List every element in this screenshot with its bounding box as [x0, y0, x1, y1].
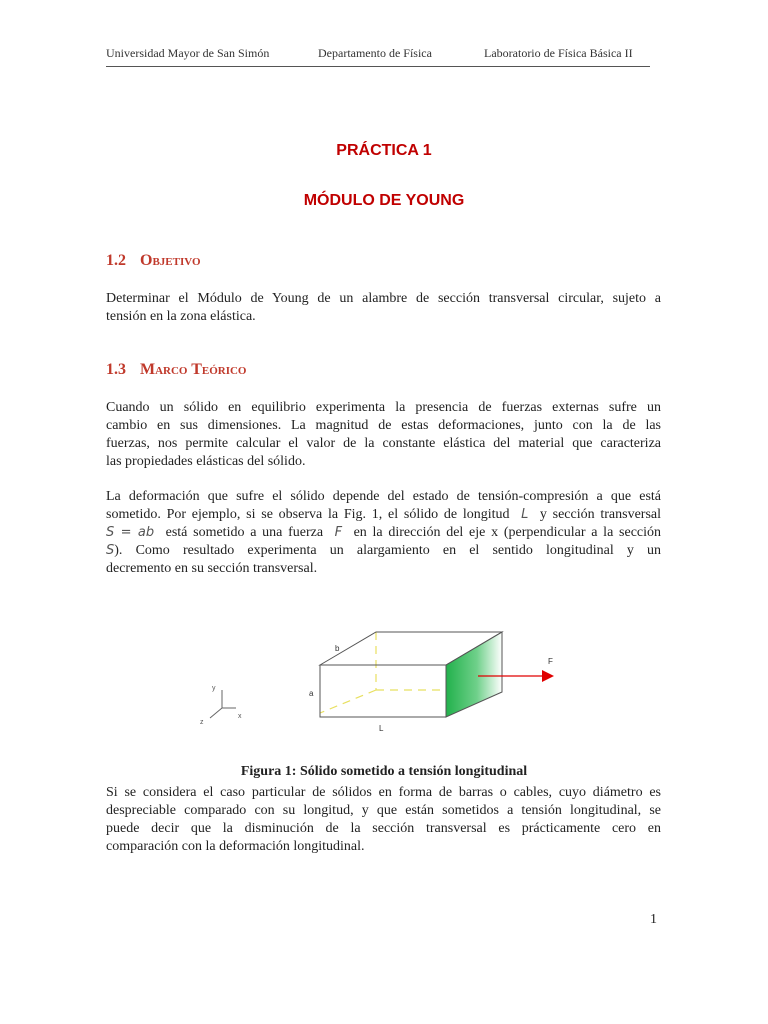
paragraph-line [106, 542, 661, 560]
figure-caption: Figura 1: Sólido sometido a tensión longitudinal [240, 764, 528, 779]
section-objective-heading [106, 252, 201, 270]
coordinate-axes [210, 690, 236, 718]
paragraph-line: tensión en la zona elástica. [106, 309, 256, 324]
practice-title: PRÁCTICA 1 [336, 142, 432, 159]
page-header [106, 46, 650, 64]
objective-paragraph [106, 290, 661, 326]
paragraph-line: las propiedades elásticas del sólido. [106, 454, 306, 469]
paragraph-line: puede decir que la disminución de la sección transversal es prácticamente cero en [106, 821, 661, 836]
dimension-label-b: b [335, 644, 340, 653]
header-divider [106, 66, 650, 67]
paragraph-line: Determinar el Módulo de Young de un alambre de sección transversal circular, sujeto a [106, 291, 661, 306]
stressed-face [446, 632, 502, 717]
section-number: 1.3 [106, 361, 126, 378]
axis-label-z: z [200, 719, 204, 726]
section-theory-heading [106, 361, 247, 379]
text-run: sometido. Por ejemplo, si se observa la Fig. 1, el sólido de longitud [106, 507, 510, 522]
symbol-force: F [334, 525, 343, 540]
text-run: en la dirección del eje x (perpendicular a la sección [353, 525, 662, 540]
text-run: ). Como resultado experimenta un alargamiento en el sentido longitudinal y un [114, 543, 661, 558]
section-number: 1.2 [106, 252, 126, 269]
axis-label-y: y [212, 685, 216, 692]
theory-paragraph-3 [106, 784, 661, 856]
paragraph-line: decremento en su sección transversal. [106, 561, 318, 576]
theory-paragraph-1 [106, 399, 661, 471]
paragraph-line: Si se considera el caso particular de sólidos en forma de barras o cables, cuyo diámetro es [106, 785, 661, 800]
section-title: Marco Teórico [140, 361, 247, 378]
text-run: y sección transversal [539, 507, 662, 522]
page-number: 1 [650, 912, 657, 927]
symbol-length: L [521, 507, 529, 522]
paragraph-line: comparación con la deformación longitudinal. [106, 839, 365, 854]
header-university: Universidad Mayor de San Simón [106, 46, 270, 60]
paragraph-line [106, 506, 661, 524]
header-department: Departamento de Física [318, 46, 432, 60]
paragraph-line: cambio en sus dimensiones. La magnitud de estas deformaciones, junto con la de las [106, 418, 661, 433]
practice-subtitle: MÓDULO DE YOUNG [303, 192, 465, 209]
dimension-label-a: a [309, 689, 314, 698]
axis-label-x: x [238, 713, 242, 720]
force-label-F: F [548, 657, 553, 666]
symbol-section: S [106, 543, 115, 558]
figure-solid-diagram [190, 620, 590, 750]
dimension-label-L: L [379, 724, 384, 733]
paragraph-line: despreciable comparado con su longitud, y que están sometidos a tensión longitudinal, se [106, 803, 661, 818]
theory-paragraph-2 [106, 488, 661, 578]
header-lab: Laboratorio de Física Básica II [484, 46, 633, 60]
paragraph-line [106, 524, 661, 542]
paragraph-line: fuerzas, nos permite calcular el valor de la constante elástica del material que caracteriza [106, 436, 661, 451]
paragraph-line: La deformación que sufre el sólido depende del estado de tensión-compresión a que está [106, 489, 661, 504]
paragraph-line: Cuando un sólido en equilibrio experimenta la presencia de fuerzas externas sufre un [106, 400, 661, 415]
section-title: Objetivo [140, 252, 201, 269]
symbol-section-area: S = ab [106, 525, 155, 540]
text-run: está sometido a una fuerza [165, 525, 324, 540]
